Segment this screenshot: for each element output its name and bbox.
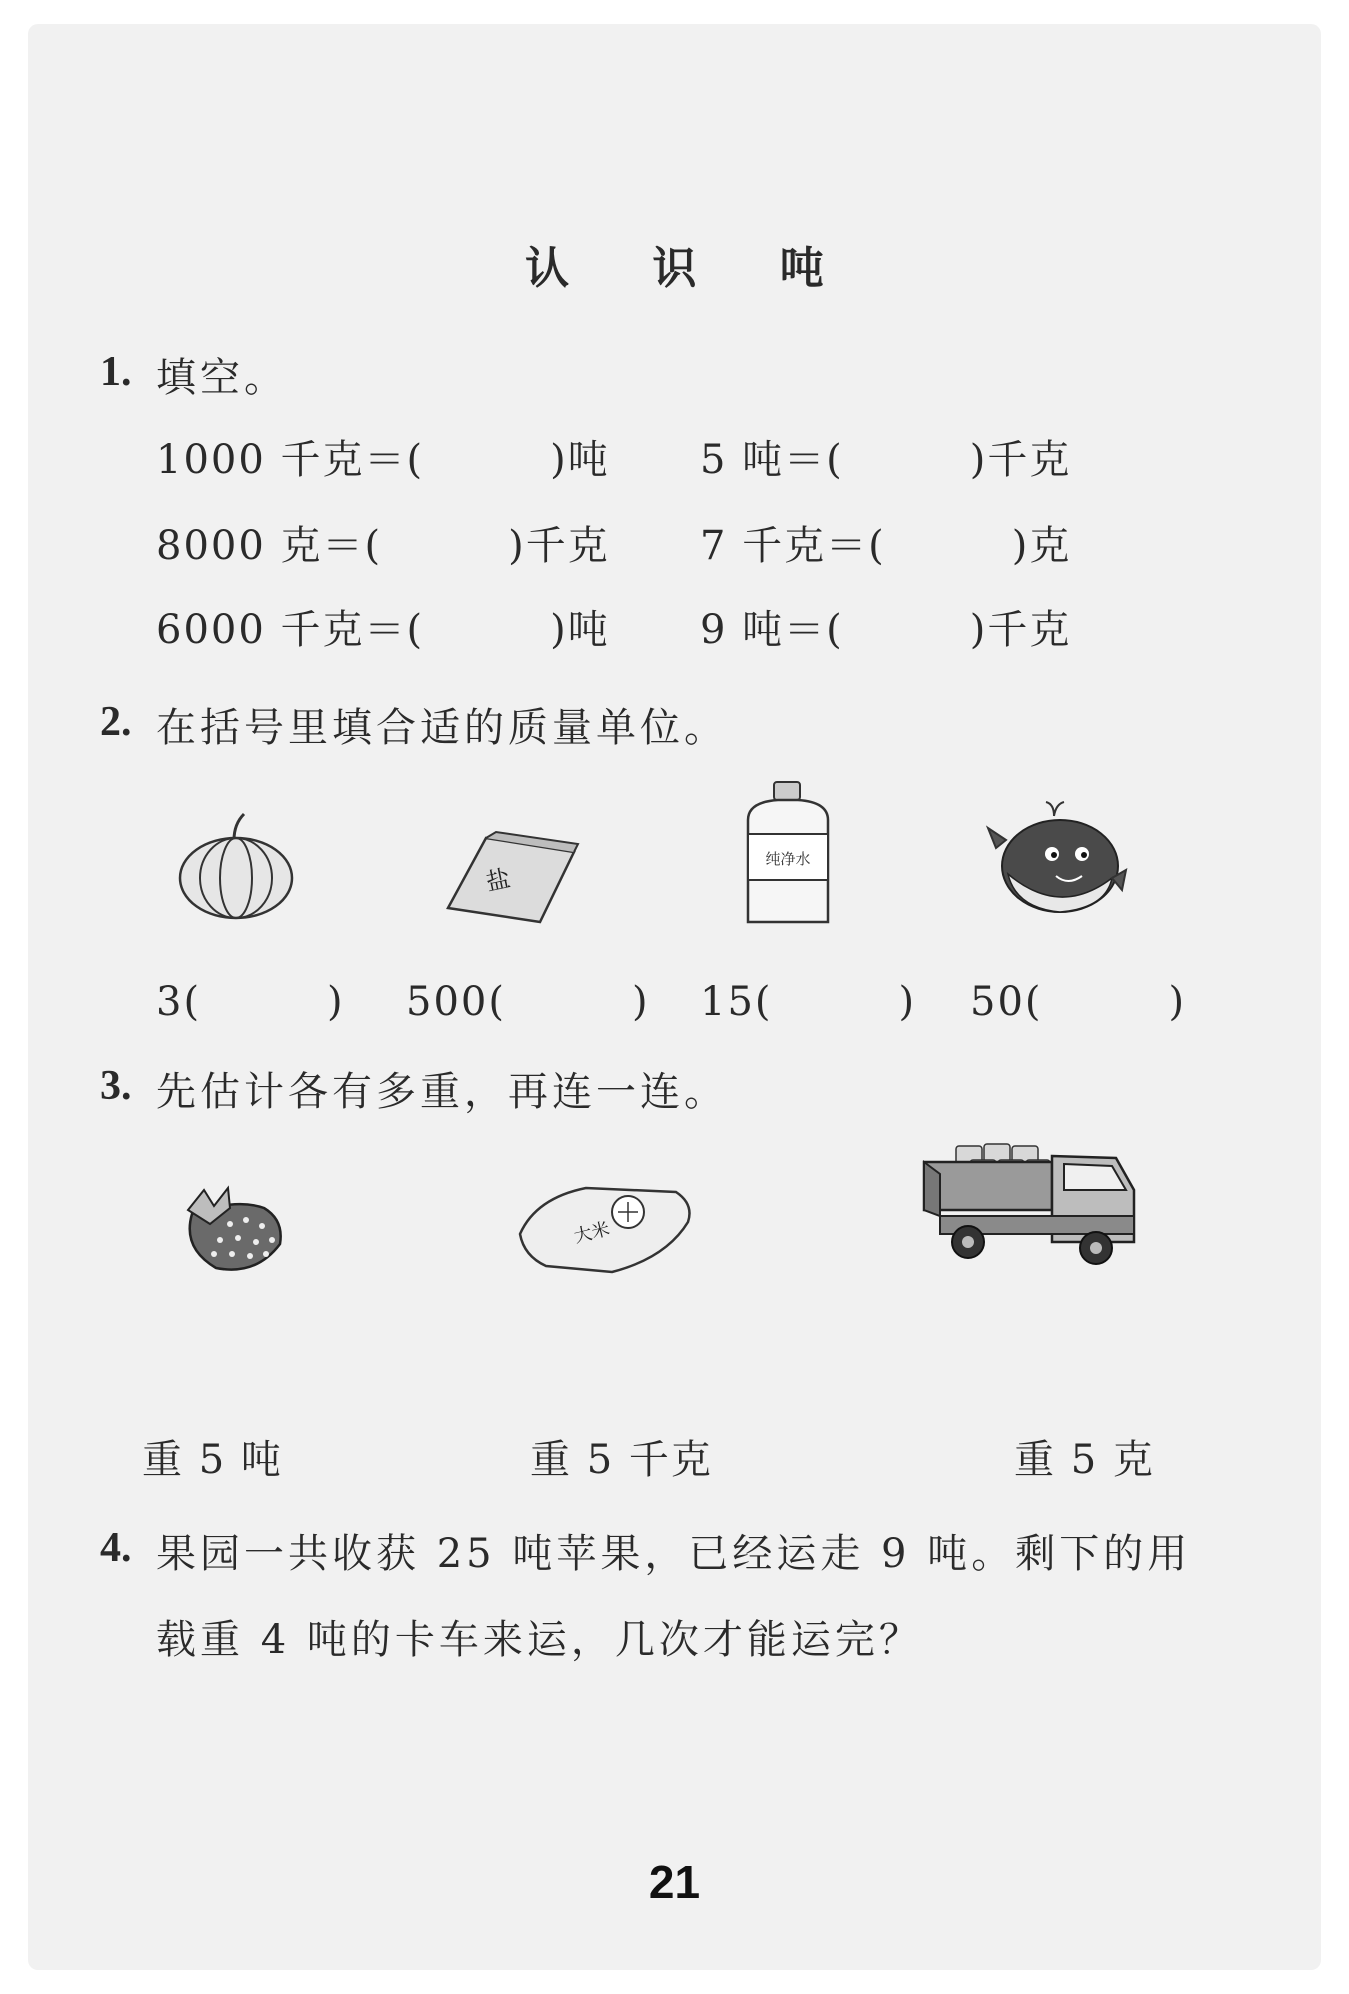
q3-prompt: 先估计各有多重，再连一连。 xyxy=(156,1069,728,1115)
q2-item3-value: 15( ) xyxy=(700,979,917,1025)
q4-number: 4. xyxy=(100,1525,132,1571)
salt-bag-label: 盐 xyxy=(483,864,513,897)
q1-row3-left: 6000 千克＝( )吨 xyxy=(156,607,610,653)
q1-row1-right: 5 吨＝( )千克 xyxy=(700,437,1072,483)
pumpkin-icon xyxy=(176,812,296,922)
q1-row2-left: 8000 克＝( )千克 xyxy=(156,523,610,569)
page-number: 21 xyxy=(648,1856,701,1908)
q2-item2-value: 500( ) xyxy=(406,979,650,1025)
whale-icon xyxy=(986,800,1131,920)
q1-row3-right: 9 吨＝( )千克 xyxy=(700,607,1072,653)
q3-weight-tons: 重 5 吨 xyxy=(142,1437,283,1483)
strawberry-icon xyxy=(180,1184,285,1274)
q3-weight-grams: 重 5 克 xyxy=(1014,1437,1155,1483)
q1-number: 1. xyxy=(100,349,132,395)
q4-text-line2: 载重 4 吨的卡车来运，几次才能运完？ xyxy=(156,1617,923,1663)
water-bottle-label: 纯净水 xyxy=(765,850,811,868)
q3-number: 3. xyxy=(100,1063,132,1109)
q2-number: 2. xyxy=(100,699,132,745)
q2-item1-value: 3( ) xyxy=(156,979,345,1025)
water-bottle-icon xyxy=(738,780,838,930)
salt-bag-icon xyxy=(440,830,580,925)
q4-text-line1: 果园一共收获 25 吨苹果，已经运走 9 吨。剩下的用 xyxy=(156,1531,1192,1577)
q1-prompt: 填空。 xyxy=(156,355,288,401)
page-title: 认 识 吨 xyxy=(525,243,858,294)
q2-item4-value: 50( ) xyxy=(970,979,1187,1025)
q3-weight-kilograms: 重 5 千克 xyxy=(530,1437,713,1483)
rice-bag-icon xyxy=(516,1178,696,1278)
q2-prompt: 在括号里填合适的质量单位。 xyxy=(156,705,728,751)
q1-row2-right: 7 千克＝( )克 xyxy=(700,523,1072,569)
q1-row1-left: 1000 千克＝( )吨 xyxy=(156,437,610,483)
rice-bag-label: 大米 xyxy=(571,1218,612,1248)
truck-icon xyxy=(920,1138,1140,1268)
